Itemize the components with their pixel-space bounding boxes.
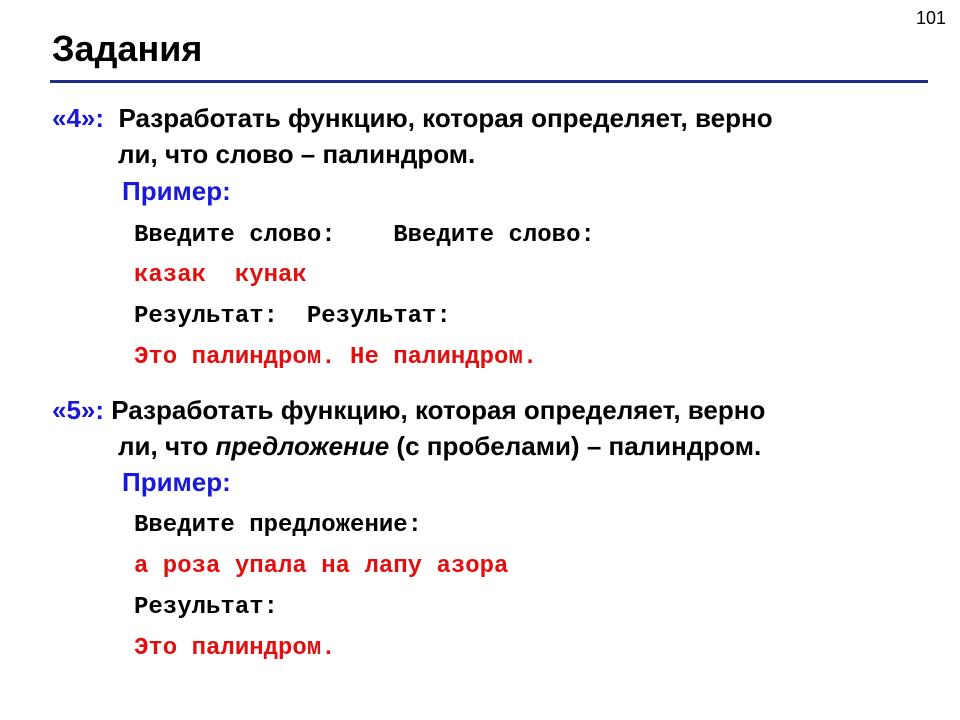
- task-5-line1: [52, 392, 932, 428]
- task-4-result-row: Результат: Результат:: [134, 303, 451, 330]
- title-rule: [50, 80, 928, 83]
- task-4-line1: [52, 100, 932, 136]
- task-4-input-row: казак кунак: [134, 262, 307, 289]
- task-5-example-label: Пример:: [122, 467, 231, 497]
- task-5-number: «5»:: [52, 395, 105, 425]
- task-5-text-2a: ли, что: [118, 431, 216, 461]
- task-4-output-row: Это палиндром. Не палиндром.: [134, 344, 538, 371]
- task-4-prompt-row: Введите слово: Введите слово:: [134, 222, 595, 249]
- slide-title: Задания: [52, 28, 203, 69]
- task-5-output-row: Это палиндром.: [134, 635, 336, 662]
- task-5-text-2b: (с пробелами) – палиндром.: [389, 431, 762, 461]
- task-5-prompt-row: Введите предложение:: [134, 512, 423, 539]
- task-5-result-row: Результат:: [134, 594, 279, 621]
- task-5: [52, 392, 932, 464]
- task-5-line2: [52, 428, 932, 464]
- task-4-number: «4»:: [52, 103, 105, 133]
- task-4-line2: ли, что слово – палиндром.: [118, 139, 476, 169]
- task-4-example-label: Пример:: [122, 176, 231, 206]
- task-4-text-1: Разработать функцию, которая определяет, верно: [118, 103, 773, 133]
- task-5-input-row: а роза упала на лапу азора: [134, 553, 509, 580]
- page-number: 101: [915, 8, 946, 28]
- task-5-text-2-italic: предложение: [215, 431, 390, 461]
- task-5-text-1: Разработать функцию, которая определяет, верно: [111, 395, 766, 425]
- task-4: [52, 100, 932, 172]
